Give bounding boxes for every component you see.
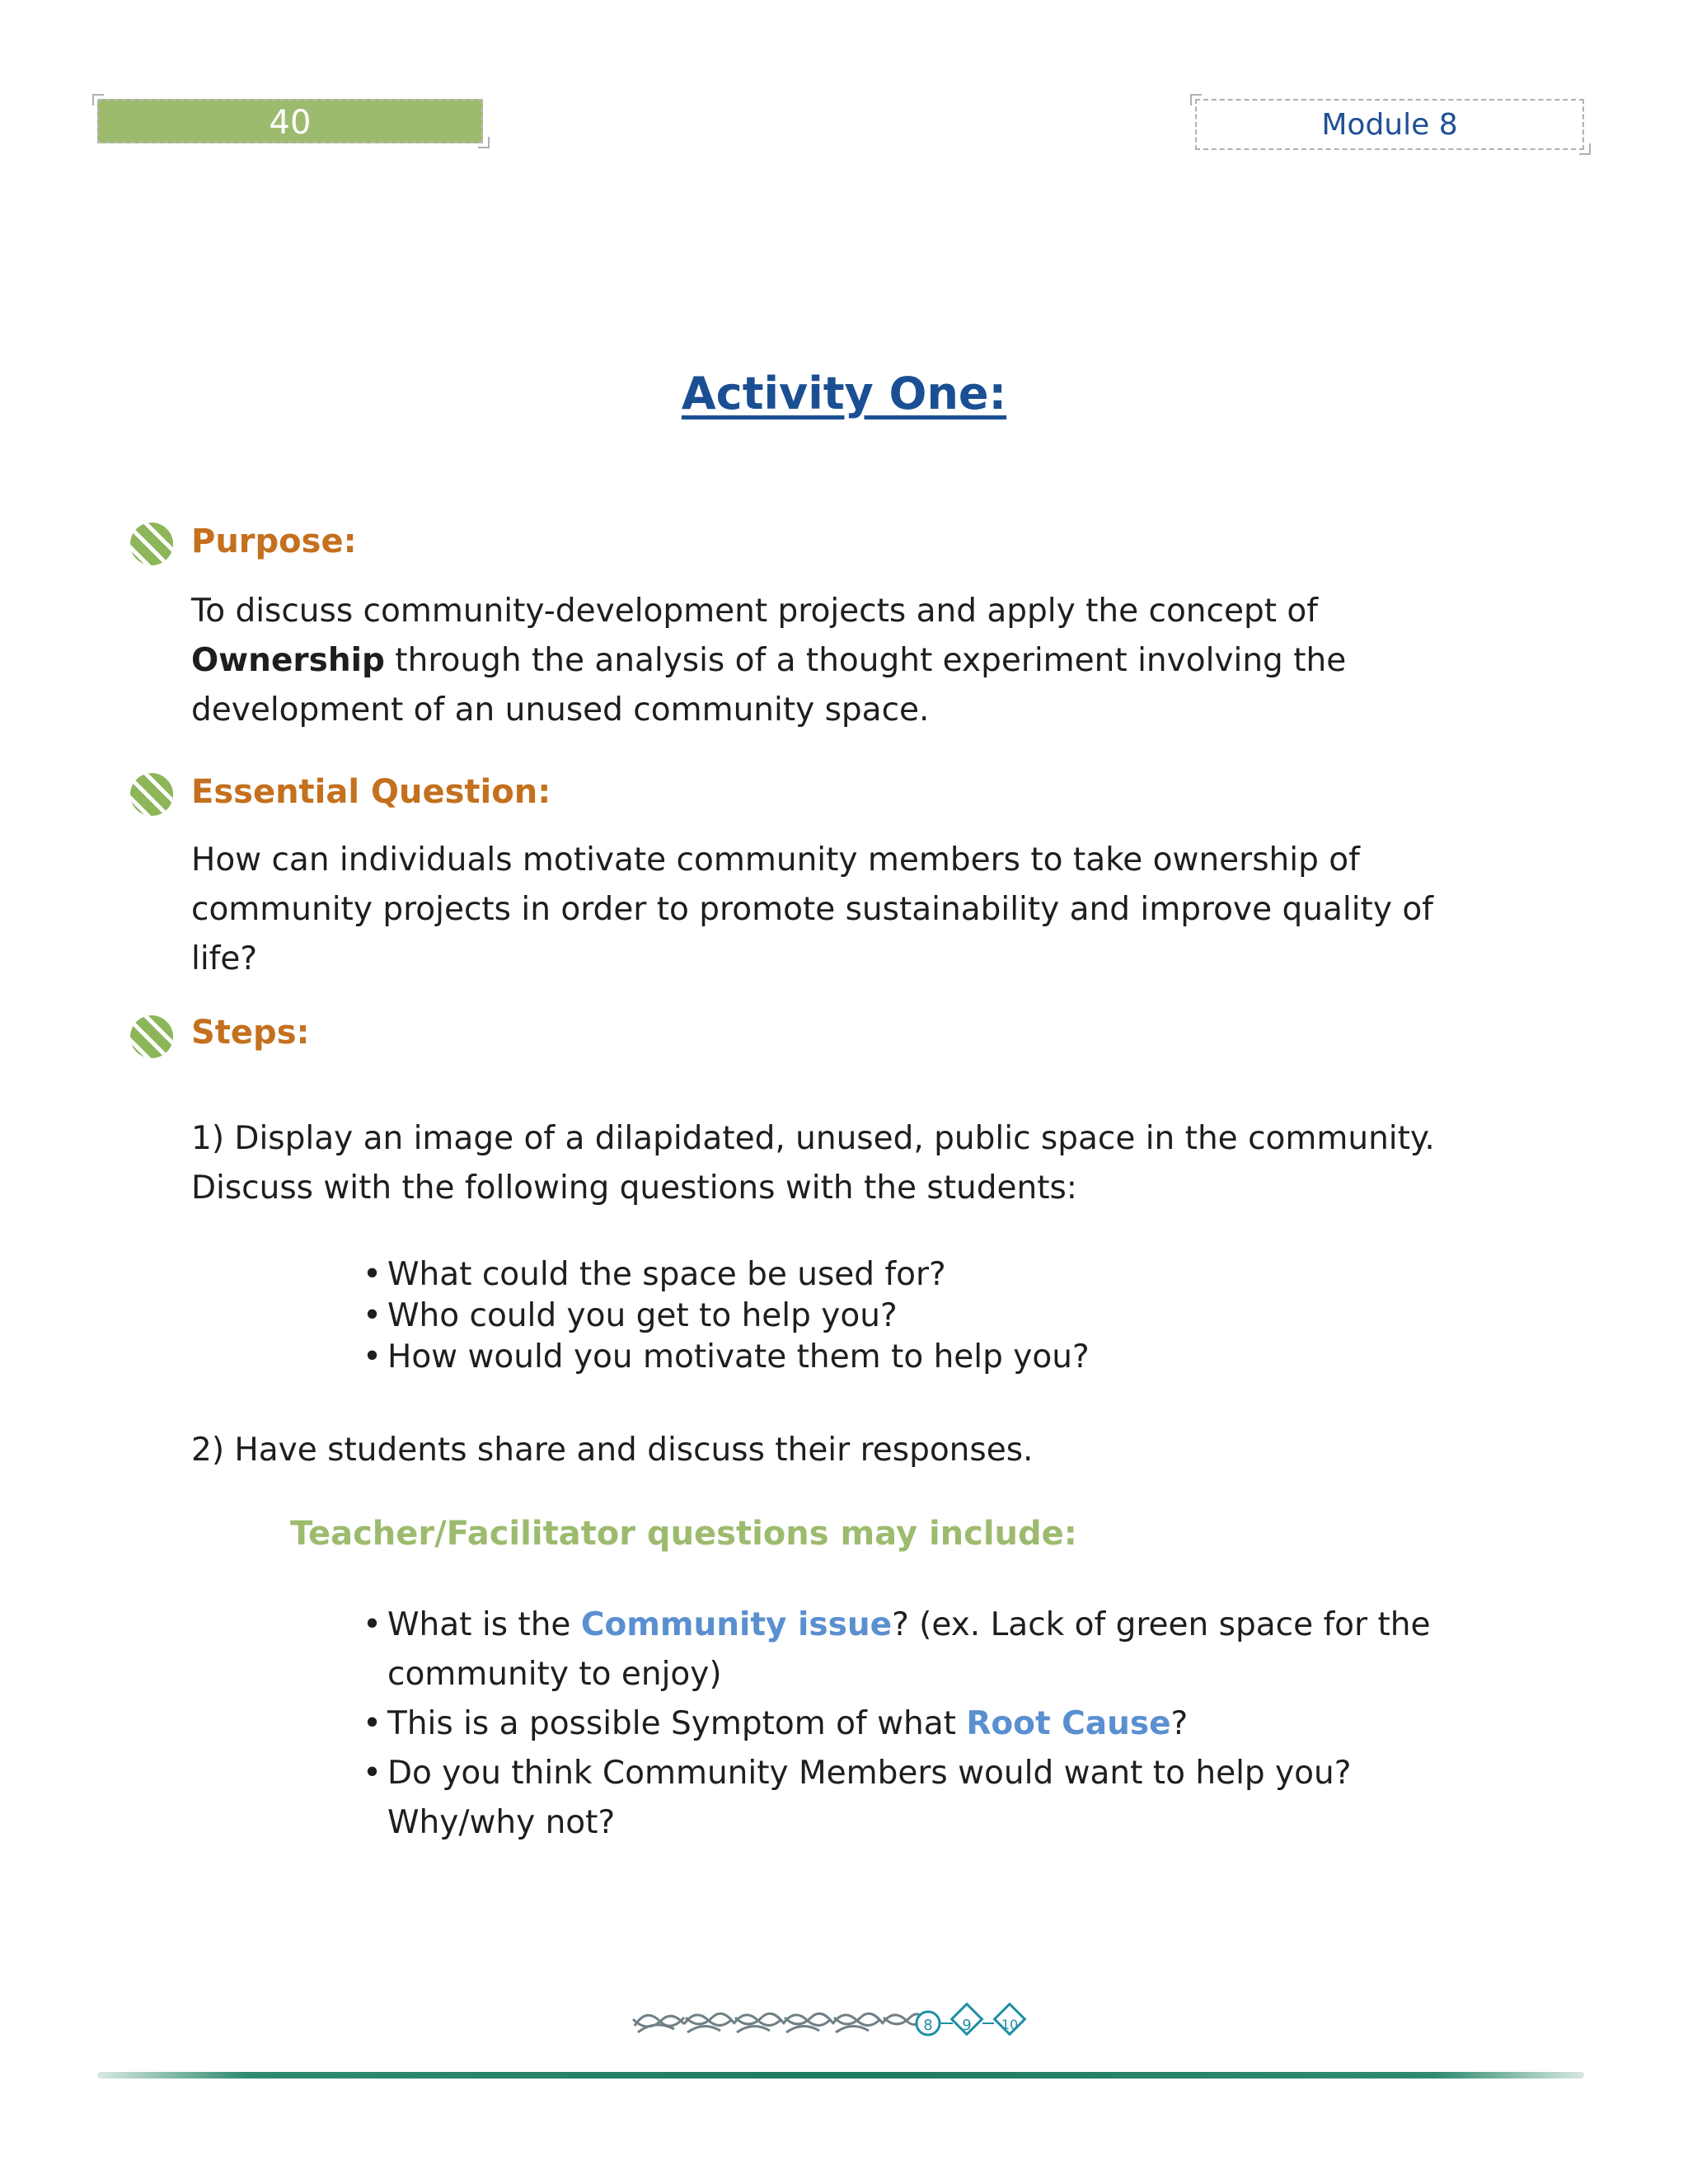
module-8-number: 8	[923, 2017, 933, 2034]
list-item: • Do you think Community Members would want to help you?	[363, 1755, 1352, 1792]
module-label: Module 8	[1321, 108, 1458, 142]
page-number: 40	[269, 104, 312, 142]
facilitator-question-list	[363, 1601, 1533, 1848]
module-10-number: 10	[1001, 2017, 1019, 2032]
list-item: • How would you motivate them to help you?	[363, 1338, 1090, 1376]
module-box	[1195, 99, 1584, 150]
module-10-marker	[995, 2004, 1025, 2035]
striped-ball-icon	[129, 1014, 175, 1060]
striped-ball-icon	[129, 521, 175, 567]
essential-question-text: How can individuals motivate community members to take ownership of community projects in order to promote sustainability and improve quality of life?	[191, 841, 1433, 977]
step-1-text: 1) Display an image of a dilapidated, unused, public space in the community. Discuss with the following questions with the students:	[191, 1120, 1435, 1207]
step-1-question-list	[363, 1254, 1517, 1378]
scribbled-module-icon	[633, 2013, 925, 2032]
purpose-text: To discuss community-development projects and apply the concept of Ownership through the analysis of a thought experiment involving the development of an unused community space.	[191, 593, 1347, 729]
module-8-marker	[917, 2012, 940, 2035]
ownership-term: Ownership	[191, 642, 385, 679]
steps-heading: Steps:	[191, 1014, 310, 1052]
list-item: • What is the Community issue? (ex. Lack of green space for the	[363, 1606, 1431, 1643]
step-2-text: 2) Have students share and discuss their responses.	[191, 1432, 1034, 1469]
list-item: • What could the space be used for?	[363, 1256, 946, 1293]
page-title: Activity One:	[681, 368, 1007, 419]
community-issue-term: Community issue	[580, 1606, 893, 1643]
root-cause-term: Root Cause	[966, 1705, 1171, 1742]
essential-question-heading: Essential Question:	[191, 773, 551, 811]
page-number-box	[97, 99, 483, 143]
footer-divider	[97, 2072, 1584, 2079]
module-navigator	[626, 1994, 1039, 2052]
list-item-continuation: Why/why not?	[387, 1804, 616, 1841]
list-item: • Who could you get to help you?	[363, 1297, 898, 1334]
list-item: • This is a possible Symptom of what Root Cause?	[363, 1705, 1189, 1742]
purpose-heading: Purpose:	[191, 523, 357, 560]
striped-ball-icon	[129, 771, 175, 818]
module-9-number: 9	[962, 2017, 972, 2034]
list-item-continuation: community to enjoy)	[387, 1656, 722, 1693]
module-9-marker	[952, 2004, 982, 2035]
facilitator-questions-heading: Teacher/Facilitator questions may include:	[290, 1515, 1077, 1553]
